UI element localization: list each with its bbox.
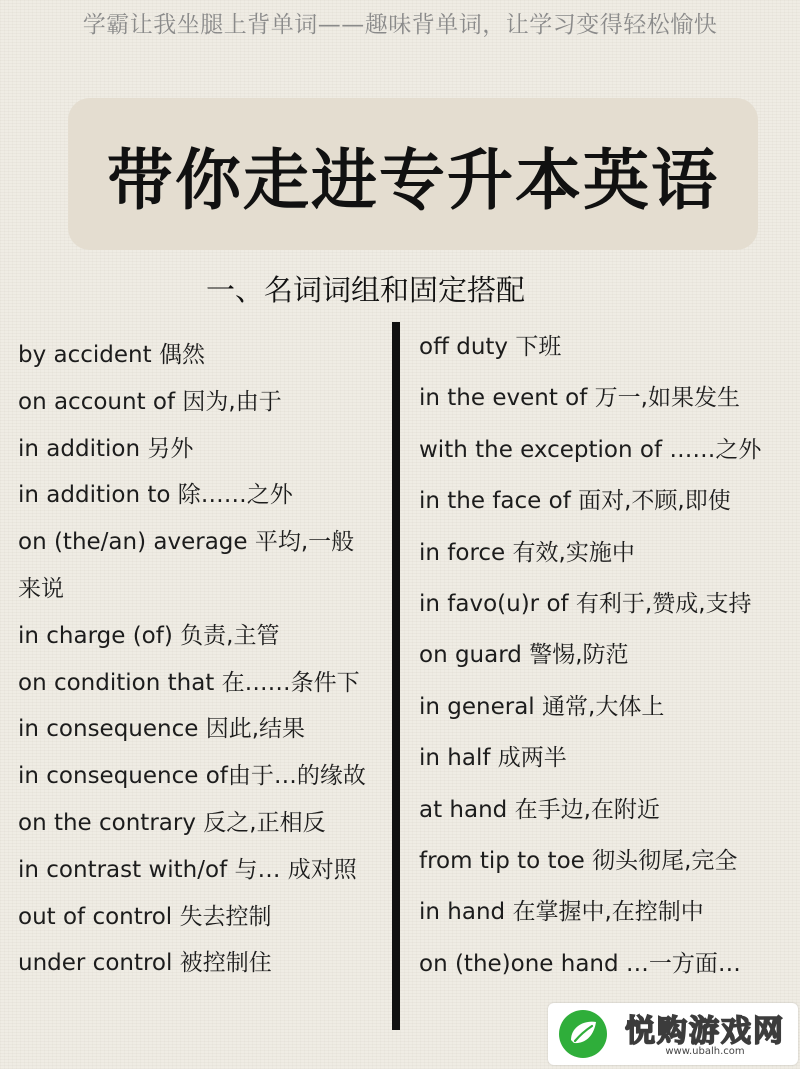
list-item: in the event of 万一,如果发生: [419, 385, 740, 412]
list-item: on (the)one hand …一方面…: [419, 950, 741, 977]
top-caption: 学霸让我坐腿上背单词——趣味背单词，让学习变得轻松愉快: [82, 12, 718, 38]
list-item: in addition 另外: [18, 435, 194, 462]
list-item: on the contrary 反之,正相反: [18, 809, 326, 836]
watermark-name: 悦购游戏网: [625, 1014, 785, 1049]
right-column: [419, 322, 761, 990]
list-item: on (the/an) average 平均,一般: [18, 529, 355, 556]
list-item: in the face of 面对,不顾,即使: [419, 488, 731, 515]
list-item: in hand 在掌握中,在控制中: [419, 899, 704, 926]
list-item: in addition to 除……之外: [18, 482, 293, 509]
list-item: out of control 失去控制: [18, 903, 272, 930]
list-item: in force 有效,实施中: [419, 539, 635, 566]
list-item: from tip to toe 彻头彻尾,完全: [419, 847, 738, 874]
banner-title: 带你走进专升本英语: [107, 141, 719, 219]
list-item: on condition that 在……条件下: [18, 669, 360, 696]
list-item: 来说: [18, 575, 64, 602]
list-item: in consequence of由于…的缘故: [18, 763, 366, 790]
list-item: in consequence 因此,结果: [18, 716, 306, 743]
list-item: at hand 在手边,在附近: [419, 796, 660, 823]
watermark-logo: [548, 1003, 798, 1065]
list-item: in general 通常,大体上: [419, 693, 665, 720]
list-item: on account of 因为,由于: [18, 388, 282, 415]
leaf-logo-icon: [556, 1007, 610, 1061]
watermark-url: www.ubalh.com: [665, 1046, 745, 1057]
list-item: off duty 下班: [419, 334, 562, 360]
list-item: with the exception of ……之外: [419, 436, 762, 463]
list-item: under control 被控制住: [18, 950, 272, 977]
list-item: in favo(u)r of 有利于,赞成,支持: [419, 590, 752, 617]
list-item: in charge (of) 负责,主管: [18, 622, 280, 649]
list-item: in contrast with/of 与… 成对照: [18, 856, 357, 883]
section-heading: 一、名词词组和固定搭配: [206, 273, 526, 307]
list-item: by accident 偶然: [18, 342, 205, 368]
list-item: on guard 警惕,防范: [419, 642, 629, 669]
list-item: in half 成两半: [419, 745, 567, 772]
